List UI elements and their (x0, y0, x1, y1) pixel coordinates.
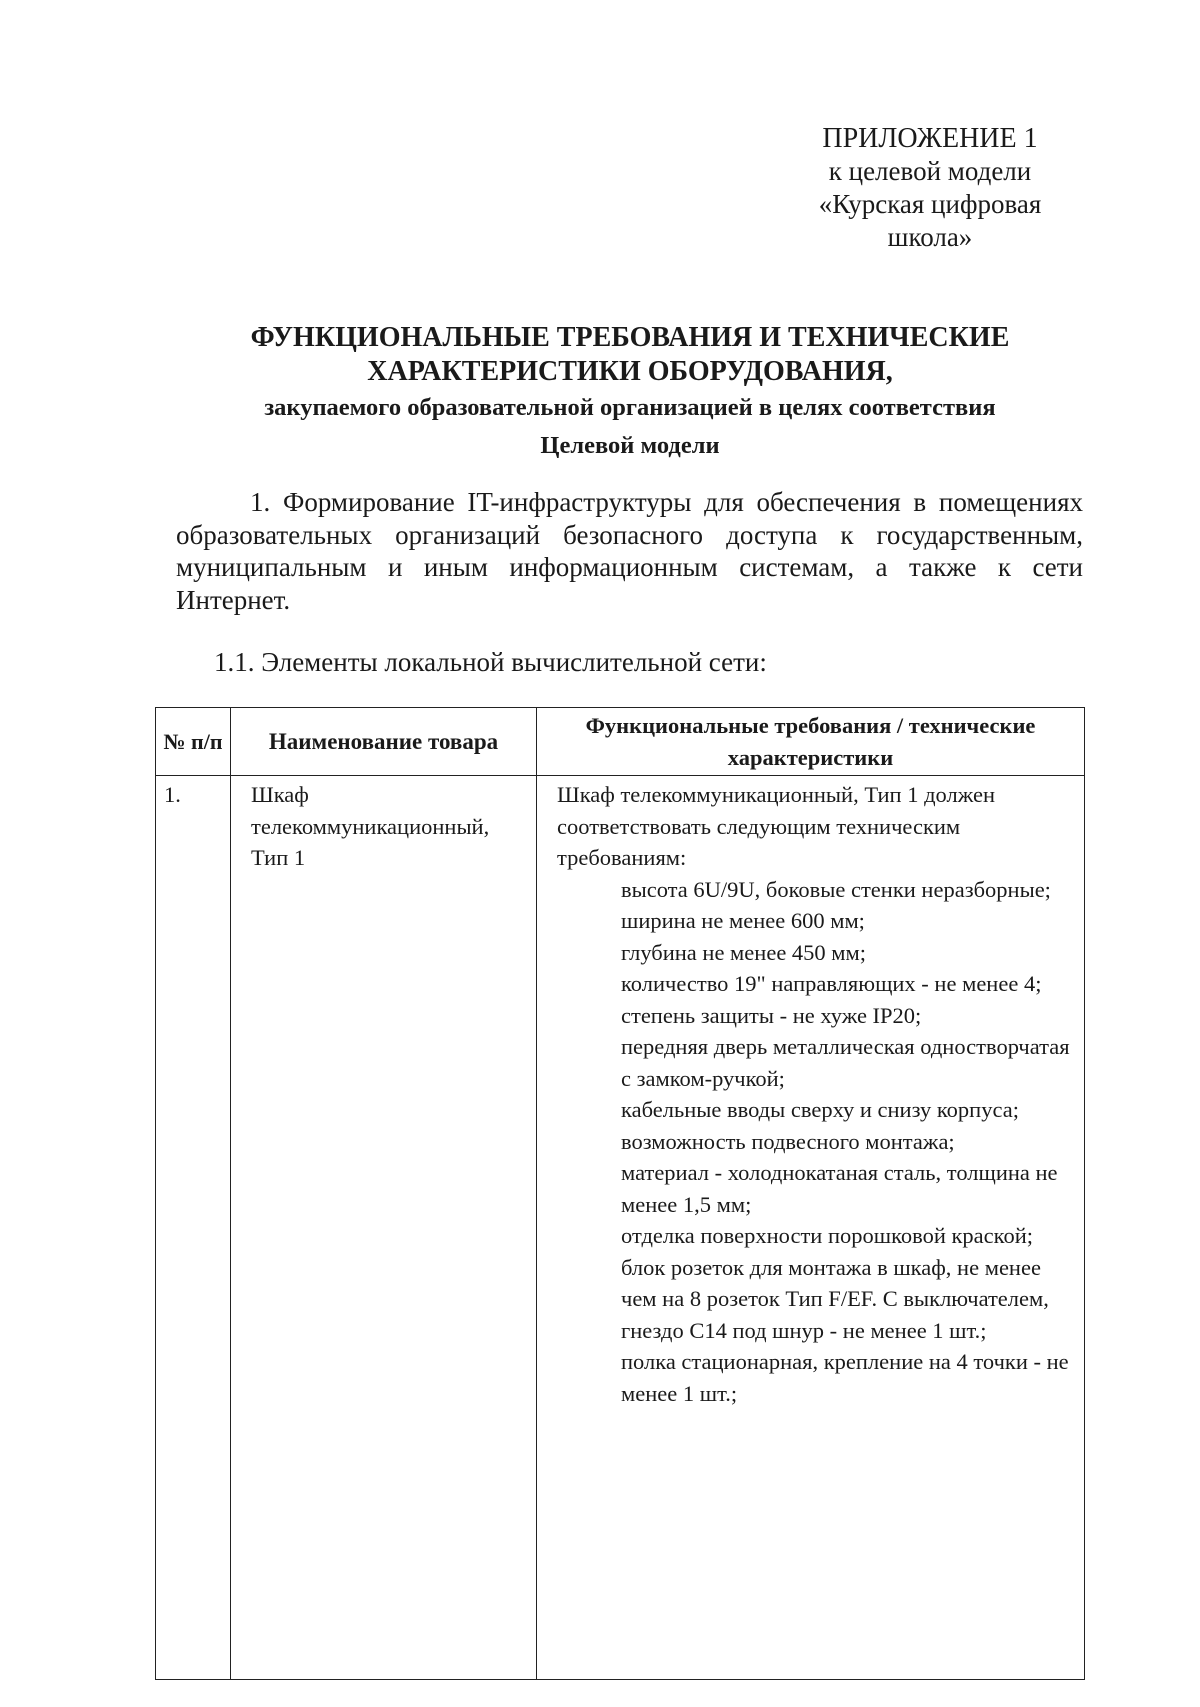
list-item: возможность подвесного монтажа; (621, 1128, 955, 1154)
header-requirements: Функциональные требования / технические характеристики (537, 708, 1085, 776)
annex-subtitle: к целевой модели (828, 156, 1032, 186)
list-item: передняя дверь металлическая одностворчатая с замком-ручкой; (621, 1034, 1070, 1091)
row-number: 1. (156, 776, 231, 1680)
requirements-lead: Шкаф телекоммуникационный, Тип 1 должен соответствовать следующим техническим требованиям: (557, 782, 996, 870)
document-title (150, 321, 1110, 465)
list-item: ширина не менее 600 мм; (621, 908, 865, 933)
annex-header (800, 122, 1060, 254)
header-product-name: Наименование товара (231, 708, 537, 776)
list-item: кабельные вводы сверху и снизу корпуса; (621, 1097, 1019, 1122)
list-item: высота 6U/9U, боковые стенки неразборные; (621, 876, 1051, 902)
row-requirements (537, 776, 1085, 1680)
equipment-spec-table (155, 707, 1085, 1680)
title-line-3: закупаемого образовательной организацией в целях соответствия (264, 394, 996, 421)
title-line-4: Целевой модели (540, 432, 720, 459)
annex-title: ПРИЛОЖЕНИЕ 1 (822, 123, 1038, 154)
list-item: отделка поверхности порошковой краской; (621, 1223, 1033, 1248)
list-item: блок розеток для монтажа в шкаф, не менее чем на 8 розеток Тип F/EF. С выключателем, гнездо C14 под шнур - не менее 1 шт.; (621, 1254, 1049, 1343)
table-header-row (156, 708, 1085, 776)
list-item: количество 19" направляющих - не менее 4; (621, 971, 1042, 996)
list-item: полка стационарная, крепление на 4 точки - не менее 1 шт.; (621, 1349, 1069, 1406)
list-item: материал - холоднокатаная сталь, толщина не менее 1,5 мм; (621, 1160, 1058, 1217)
title-line-2: ХАРАКТЕРИСТИКИ ОБОРУДОВАНИЯ, (367, 356, 893, 387)
row-product-name: Шкаф телекоммуникационный, Тип 1 (231, 776, 537, 1680)
title-line-1: ФУНКЦИОНАЛЬНЫЕ ТРЕБОВАНИЯ И ТЕХНИЧЕСКИЕ (250, 322, 1010, 353)
list-item: степень защиты - не хуже IP20; (621, 1002, 922, 1028)
header-number: № п/п (156, 708, 231, 776)
section-1-paragraph: 1. Формирование IT-инфраструктуры для обеспечения в помещениях образовательных организаций безопасного доступа к государственным, муниципальным и иным информационным системам, а также к сети Интернет. (176, 487, 1083, 615)
requirements-list (557, 874, 1074, 1410)
list-item: глубина не менее 450 мм; (621, 939, 867, 965)
table-row (156, 776, 1085, 1680)
annex-model-name: «Курская цифровая школа» (818, 189, 1042, 252)
section-1-1-heading: 1.1. Элементы локальной вычислительной сети: (214, 647, 767, 677)
